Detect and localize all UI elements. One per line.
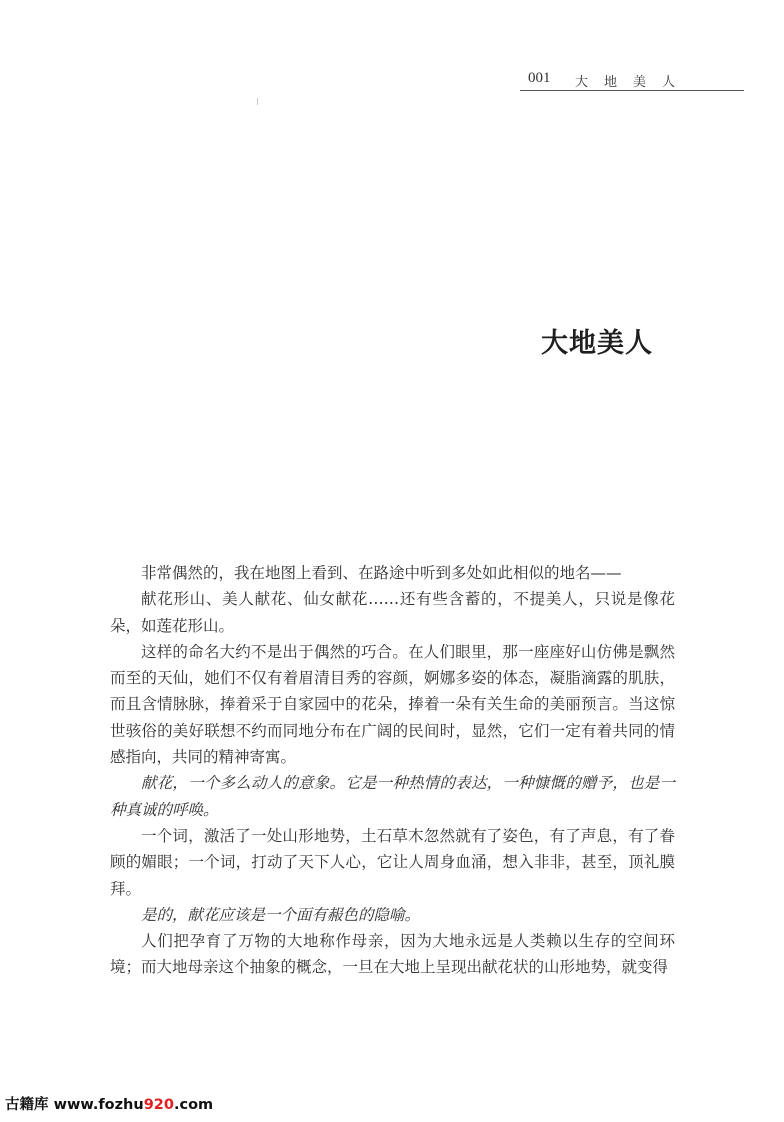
running-header <box>520 70 744 91</box>
paragraph: 是的，献花应该是一个面有赧色的隐喻。 <box>141 905 421 924</box>
site-watermark <box>5 1093 213 1114</box>
body-text <box>110 560 675 981</box>
paragraph: 献花形山、美人献花、仙女献花……还有些含蓄的，不提美人，只说是像花朵，如莲花形山。 <box>110 590 675 635</box>
site-url-prefix: www.fozhu <box>53 1097 144 1113</box>
running-title: 大地美人 <box>575 75 692 90</box>
chapter-title: 大地美人 <box>541 328 653 359</box>
scan-speck <box>257 98 258 105</box>
paragraph: 人们把孕育了万物的大地称作母亲，因为大地永远是人类赖以生存的空间环境；而大地母亲这个抽象的概念，一旦在大地上呈现出献花状的山形地势，就变得 <box>110 932 675 977</box>
site-url-number: 920 <box>143 1097 174 1113</box>
paragraph: 一个词，激活了一处山形地势，土石草木忽然就有了姿色，有了声息，有了眷顾的媚眼；一个词，打动了天下人心，它让人周身血涌，想入非非，甚至，顶礼膜拜。 <box>110 826 675 898</box>
paragraph: 献花，一个多么动人的意象。它是一种热情的表达，一种慷慨的赠予，也是一种真诚的呼唤。 <box>110 774 675 819</box>
site-name: 古籍库 <box>5 1097 49 1113</box>
page-number: 001 <box>528 70 551 86</box>
site-url-suffix: .com <box>173 1097 214 1113</box>
paragraph: 非常偶然的，我在地图上看到、在路途中听到多处如此相似的地名—— <box>141 564 622 582</box>
paragraph: 这样的命名大约不是出于偶然的巧合。在人们眼里，那一座座好山仿佛是飘然而至的天仙，她们不仅有着眉清目秀的容颜，婀娜多姿的体态，凝脂滴露的肌肤，而且含情脉脉，捧着采于自家园中的花朵，捧着一朵有关生命的美丽预言。当这惊世骇俗的美好联想不约而同地分布在广阔的民间时，显然，它们一定有着共同的情感指向，共同的精神寄寓。 <box>110 642 675 767</box>
